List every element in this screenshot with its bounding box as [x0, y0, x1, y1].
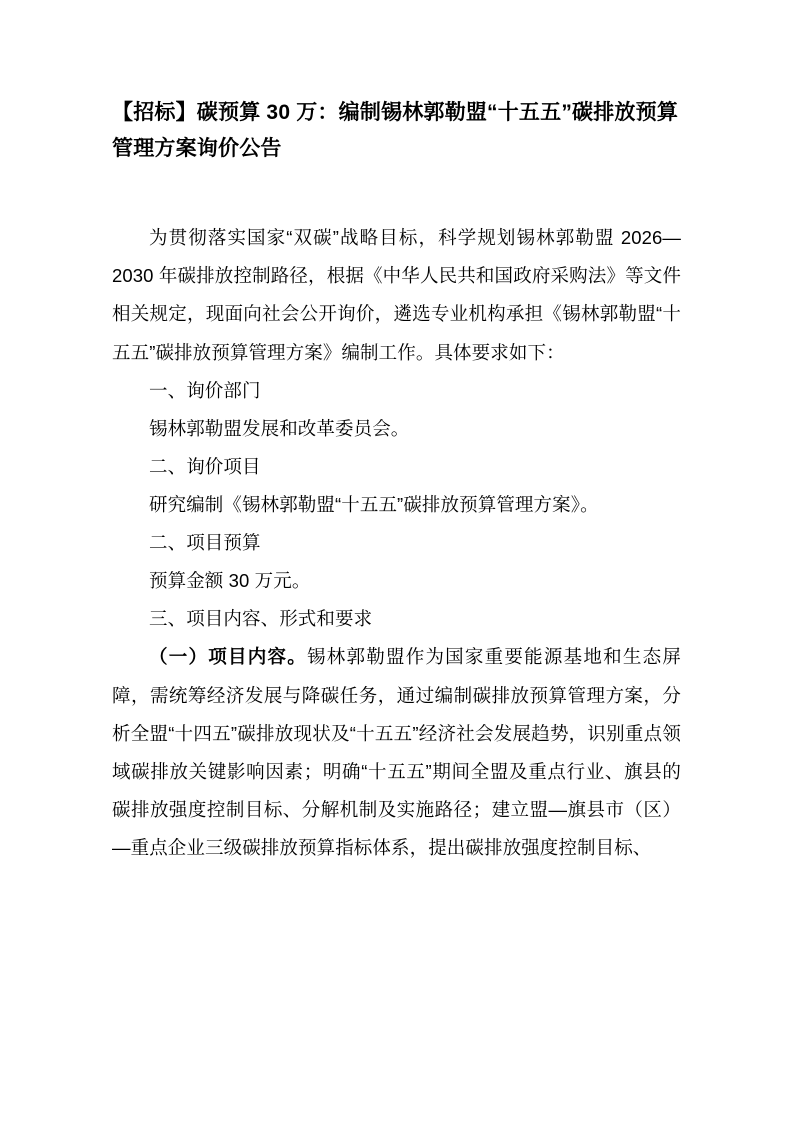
page-title: 【招标】碳预算 30 万：编制锡林郭勒盟“十五五”碳排放预算管理方案询价公告 — [112, 101, 679, 161]
paragraph-budget: 预算金额 30 万元。 — [149, 570, 311, 592]
document-body — [112, 219, 681, 867]
paragraph-project-content — [112, 638, 681, 867]
section-heading-2: 二、询价项目 — [149, 455, 261, 477]
section-heading-4: 三、项目内容、形式和要求 — [149, 608, 373, 630]
section-heading-3: 二、项目预算 — [149, 532, 261, 554]
paragraph-department: 锡林郭勒盟发展和改革委员会。 — [149, 417, 410, 439]
section-heading-1: 一、询价部门 — [149, 379, 261, 401]
paragraph-project-content-text: 锡林郭勒盟作为国家重要能源基地和生态屏障，需统筹经济发展与降碳任务，通过编制碳排放预算管理方案，分析全盟“十四五”碳排放现状及“十五五”经济社会发展趋势，识别重点领域碳排放关键影响因素；明确“十五五”期间全盟及重点行业、旗县的碳排放强度控制目标、分解机制及实施路径；建立盟—旗县市（区）—重点企业三级碳排放预算指标体系，提出碳排放强度控制目标、 — [112, 646, 681, 858]
paragraph-project: 研究编制《锡林郭勒盟“十五五”碳排放预算管理方案》。 — [149, 493, 599, 515]
paragraph-intro: 为贯彻落实国家“双碳”战略目标，科学规划锡林郭勒盟 2026—2030 年碳排放控制路径，根据《中华人民共和国政府采购法》等文件相关规定，现面向社会公开询价，遴选专业机构承担《锡林郭勒盟“十五五”碳排放预算管理方案》编制工作。具体要求如下： — [112, 227, 681, 363]
paragraph-project-content-label: （一）项目内容。 — [149, 646, 307, 668]
